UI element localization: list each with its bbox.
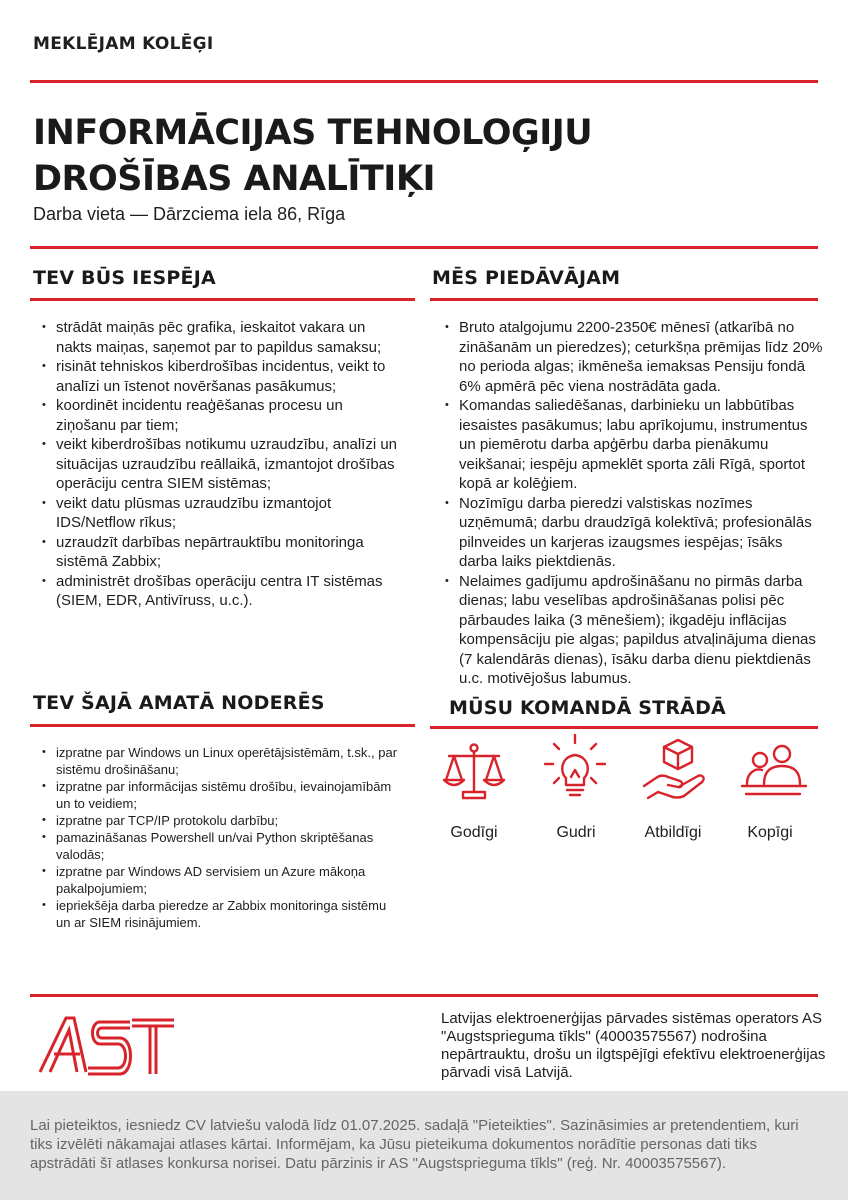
application-note: Lai pieteiktos, iesniedz CV latviešu valodā līdz 01.07.2025. sadaļā "Pieteikties". Sazināsimies ar pretendentiem, kuri tiks izvēlēti nākamajai atlases kārtai. Informējam, ka Jūsu pieteikuma dokumentos norādītie personas dati tiks apstrādāti šī atlases konkursa norisei. Datu pārzinis ir AS "Augstsprieguma tīkls" (reģ. Nr. 40003575567). (30, 1117, 799, 1172)
list-item: • iepriekšēja darba pieredze ar Zabbix monitoringa sistēmu un ar SIEM risinājumiem. (36, 897, 404, 931)
list-item: • izpratne par informācijas sistēmu drošību, ievainojamībām un to veidiem; (36, 778, 404, 812)
list-item: • izpratne par TCP/IP protokolu darbību; (36, 812, 404, 829)
offer-list (439, 318, 823, 689)
scales-icon (441, 738, 507, 804)
workplace-text: Darba vieta — Dārzciema iela 86, Rīga (33, 204, 346, 224)
opportunities-list (36, 318, 404, 611)
divider (30, 80, 818, 83)
offer-heading: MĒS PIEDĀVĀJAM (432, 267, 621, 289)
divider (430, 726, 818, 729)
value-label-godigi: Godīgi (450, 824, 498, 841)
ast-logo (36, 1012, 176, 1078)
lightbulb-icon (542, 733, 608, 803)
requirements-list (36, 744, 404, 931)
list-item: • uzraudzīt darbības nepārtrauktību monitoringa sistēmā Zabbix; (36, 533, 404, 572)
list-item: • Komandas saliedēšanas, darbinieku un labbūtības iesaistes pasākumus; labu aprīkojumu, instrumentus un piemērotu darba apģērbu darba pienākumu veikšanai; iespēju apmeklēt sporta zāli Rīgā, sportot kopā ar kolēģiem. (439, 396, 823, 494)
divider (30, 724, 415, 727)
list-item: • veikt kiberdrošības notikumu uzraudzību, analīzi un situācijas uzraudzību reāllaikā, izmantojot drošības operāciju centra SIEM sistēmas; (36, 435, 404, 494)
value-label-atbildigi: Atbildīgi (644, 824, 702, 841)
company-description: Latvijas elektroenerģijas pārvades sistēmas operators AS "Augstsprieguma tīkls" (40003575567) nodrošina nepārtrauktu, drošu un ilgtspējīgi efektīvu elektroenerģijas pārvadi visā Latvijā. (441, 1010, 826, 1081)
list-item: • koordinēt incidentu reaģēšanas procesu un ziņošanu par tiem; (36, 396, 404, 435)
hand-box-icon (640, 736, 712, 802)
list-item: • Nozīmīgu darba pieredzi valstiskas nozīmes uzņēmumā; darbu draudzīgā kolektīvā; profesionālās pilnveides un karjeras izaugsmes iespējas; īsāks darba laiks piektdienās. (439, 494, 823, 572)
divider (30, 246, 818, 249)
list-item: • Bruto atalgojumu 2200-2350€ mēnesī (atkarībā no zināšanām un pieredzes); ceturkšņa prēmijas līdz 20% no perioda algas; ikmēneša iemaksas Pensiju fondā 6% apmērā pēc viena nostrādāta gada. (439, 318, 823, 396)
value-label-gudri: Gudri (556, 824, 596, 841)
divider (30, 994, 818, 997)
list-item: • izpratne par Windows un Linux operētājsistēmām, t.sk., par sistēmu drošināšanu; (36, 744, 404, 778)
job-title-line-2: DROŠĪBAS ANALĪTIĶI (33, 159, 435, 199)
value-label-kopigi: Kopīgi (747, 824, 793, 841)
list-item: • izpratne par Windows AD servisiem un Azure mākoņa pakalpojumiem; (36, 863, 404, 897)
divider (430, 298, 818, 301)
opportunities-heading: TEV BŪS IESPĒJA (33, 267, 216, 289)
team-heading: MŪSU KOMANDĀ STRĀDĀ (449, 697, 726, 719)
list-item: • administrēt drošības operāciju centra IT sistēmas (SIEM, EDR, Antivīruss, u.c.). (36, 572, 404, 611)
list-item: • risināt tehniskos kiberdrošības incidentus, veikt to analīzi un īstenot novēršanas pasākumus; (36, 357, 404, 396)
job-title-line-1: INFORMĀCIJAS TEHNOLOĢIJU (33, 113, 593, 153)
divider (30, 298, 415, 301)
list-item: • pamazināšanas Powershell un/vai Python skriptēšanas valodās; (36, 829, 404, 863)
kicker-heading: MEKLĒJAM KOLĒĢI (33, 34, 214, 54)
list-item: • Nelaimes gadījumu apdrošināšanu no pirmās darba dienas; labu veselības apdrošināšanas polisi pēc pārbaudes laika (3 mēnešiem); ikgadēju inflācijas kompensāciju pie algas; papildus atvaļinājuma dienas (7 kalendārās dienas), īsāku darba dienu piektdienās u.c. motivējošus labumus. (439, 572, 823, 689)
job-title (33, 110, 592, 202)
people-icon (740, 740, 810, 804)
requirements-heading: TEV ŠAJĀ AMATĀ NODERĒS (33, 692, 325, 714)
list-item: • strādāt maiņās pēc grafika, ieskaitot vakara un nakts maiņas, saņemot par to papildus samaksu; (36, 318, 404, 357)
list-item: • veikt datu plūsmas uzraudzību izmantojot IDS/Netflow rīkus; (36, 494, 404, 533)
